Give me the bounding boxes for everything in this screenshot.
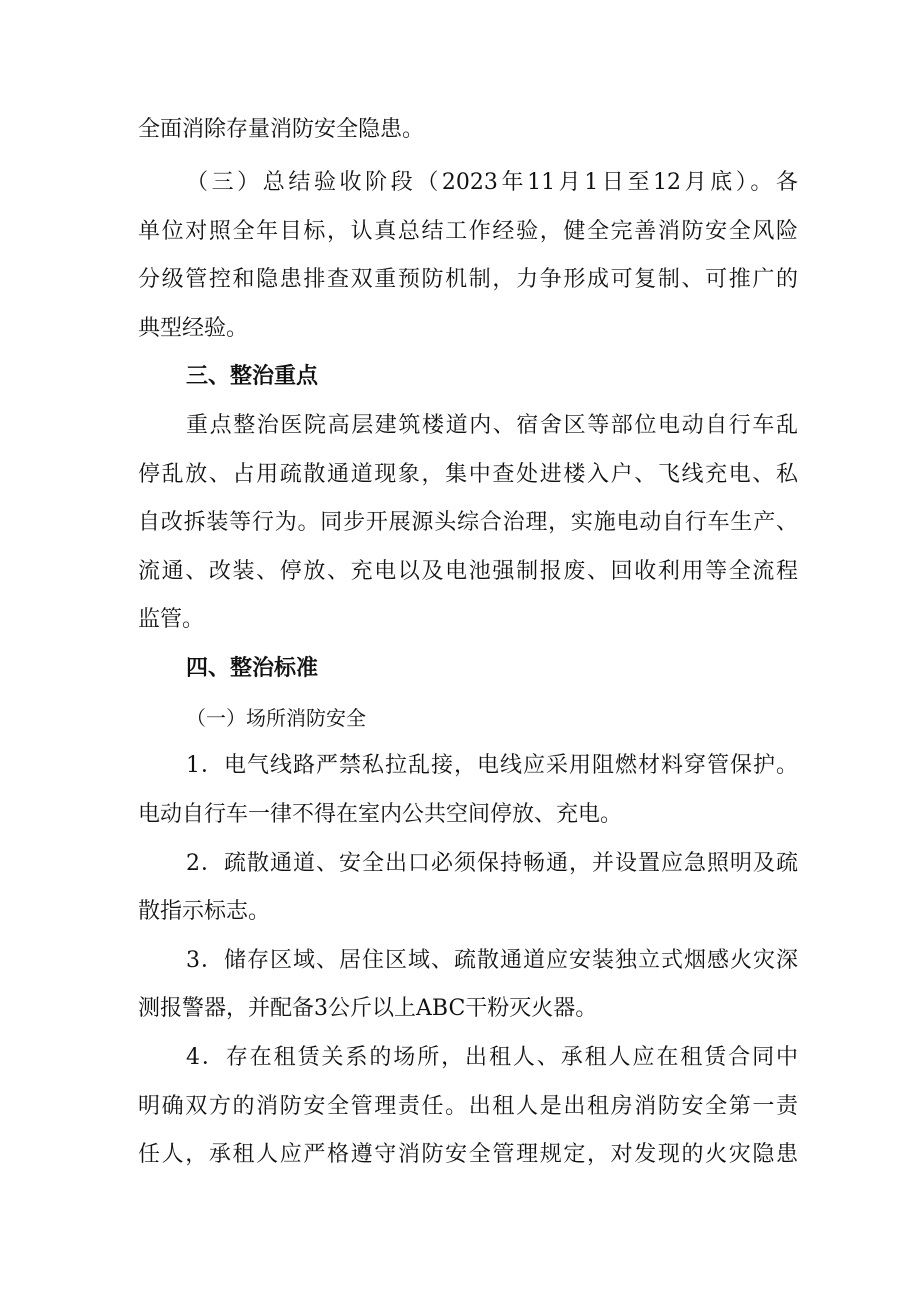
paragraph-line: 全面消除存量消防安全隐患。 <box>138 117 425 142</box>
paragraph-line: 典型经验。 <box>138 316 249 341</box>
paragraph-line: 任人，承租人应严格遵守消防安全管理规定，对发现的火灾隐患 <box>138 1142 798 1167</box>
paragraph-line: 测报警器，并配备3公斤以上ABC干粉灭火器。 <box>138 996 598 1021</box>
paragraph-line: 流通、改装、停放、充电以及电池强制报废、回收利用等全流程 <box>138 559 798 584</box>
section-heading: 三、整治重点 <box>186 364 319 389</box>
paragraph-line: 电动自行车一律不得在室内公共空间停放、充电。 <box>138 802 623 827</box>
paragraph-line: 自改拆装等行为。同步开展源头综合治理，实施电动自行车生产、 <box>138 510 798 535</box>
section-heading: 四、整治标准 <box>186 656 319 681</box>
paragraph-line: 监管。 <box>138 607 205 632</box>
paragraph-line: （三）总结验收阶段（2023年11月1日至12月底）。各 <box>186 170 798 195</box>
paragraph-line: 3．储存区域、居住区域、疏散通道应安装独立式烟感火灾深 <box>186 948 798 973</box>
paragraph-line: 分级管控和隐患排查双重预防机制，力争形成可复制、可推广的 <box>138 267 798 292</box>
paragraph-line: 明确双方的消防安全管理责任。出租人是出租房消防安全第一责 <box>138 1094 798 1119</box>
paragraph-line: 单位对照全年目标，认真总结工作经验，健全完善消防安全风险 <box>138 219 798 244</box>
paragraph-line: 2．疏散通道、安全出口必须保持畅通，并设置应急照明及疏 <box>186 851 798 876</box>
paragraph-line: 散指示标志。 <box>138 899 271 924</box>
subsection-heading: （一）场所消防安全 <box>186 706 366 730</box>
paragraph-line: 1．电气线路严禁私拉乱接，电线应采用阻燃材料穿管保护。 <box>186 753 798 778</box>
paragraph-line: 4．存在租赁关系的场所，出租人、承租人应在租赁合同中 <box>186 1045 798 1070</box>
paragraph-line: 停乱放、占用疏散通道现象，集中查处进楼入户、飞线充电、私 <box>138 462 798 487</box>
paragraph-line: 重点整治医院高层建筑楼道内、宿舍区等部位电动自行车乱 <box>186 413 798 438</box>
